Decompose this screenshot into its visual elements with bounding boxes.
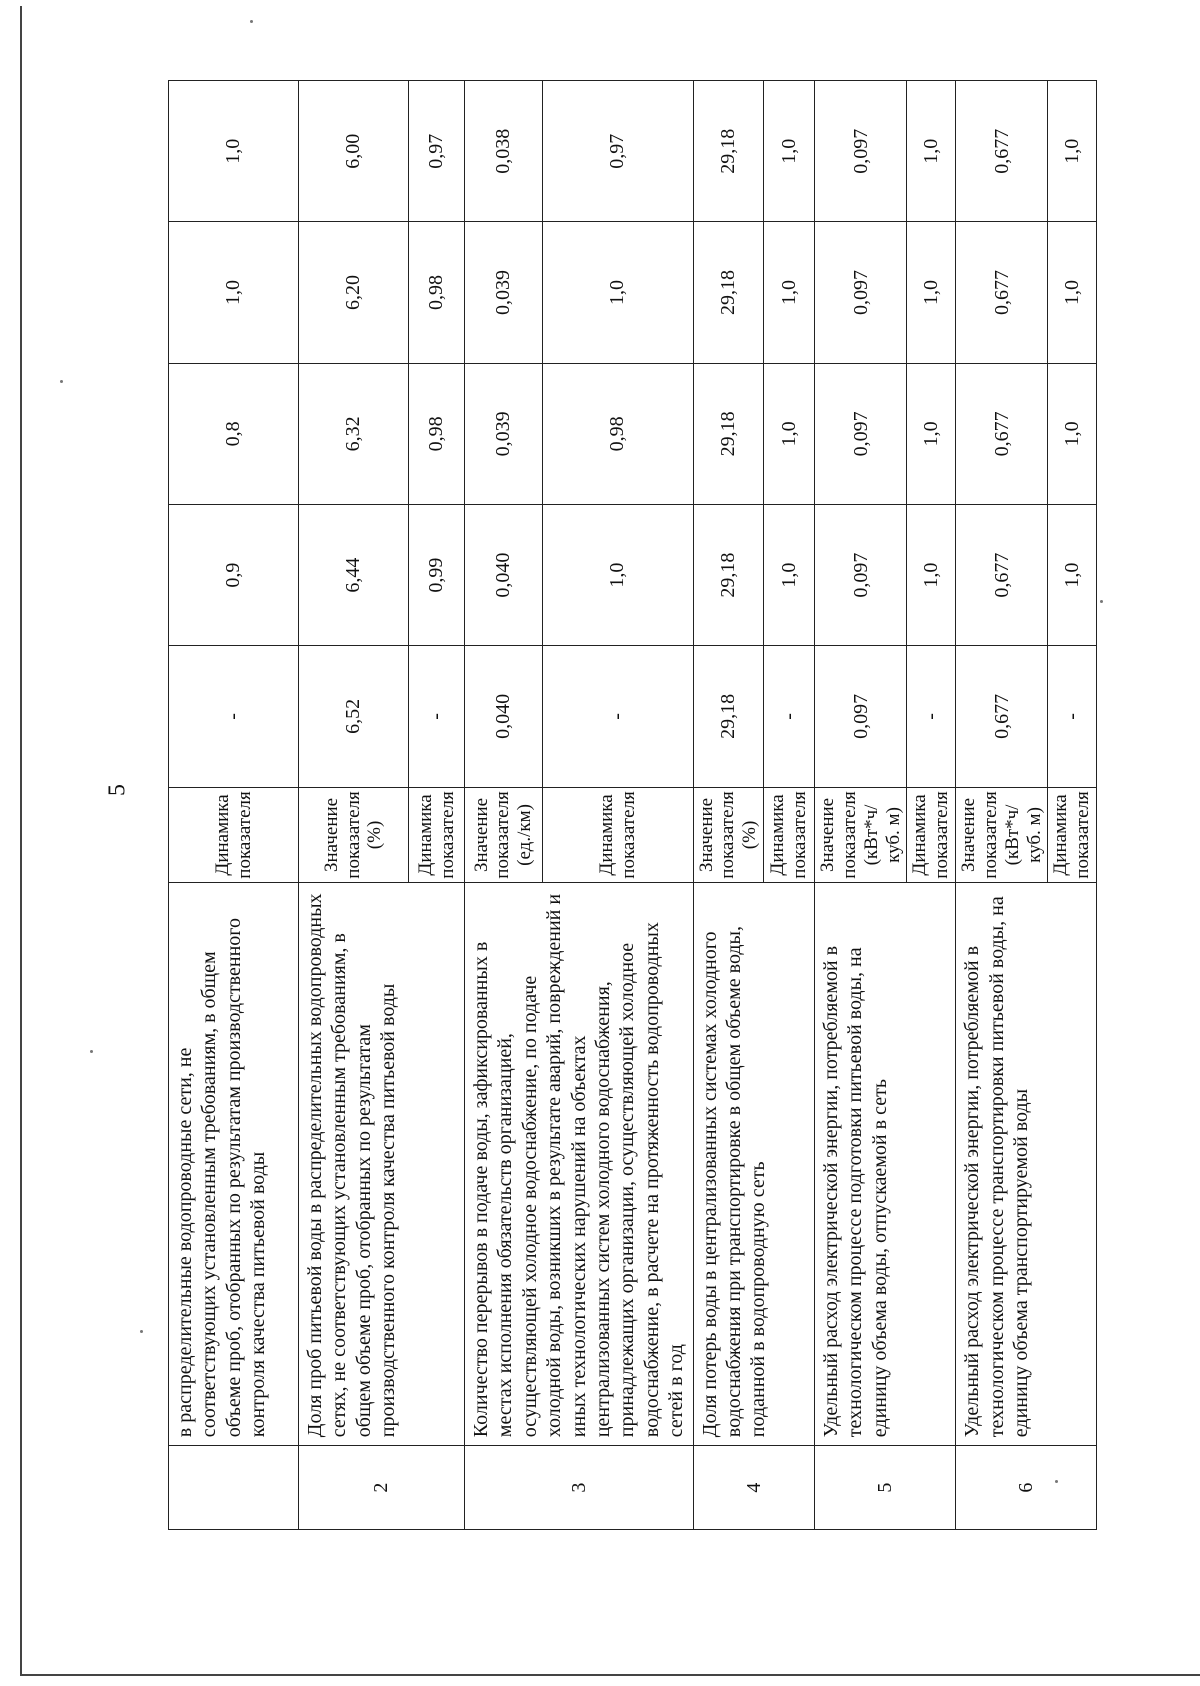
indicator-value: 1,0 xyxy=(907,222,956,363)
indicator-value: 1,0 xyxy=(1048,363,1097,504)
indicator-kind: Значение показателя (кВт*ч/куб. м) xyxy=(956,787,1048,883)
indicator-value: 29,18 xyxy=(693,646,764,787)
indicator-value: 0,97 xyxy=(542,81,693,222)
indicator-kind: Динамика показателя xyxy=(1048,787,1097,883)
indicator-value: 0,97 xyxy=(409,81,465,222)
indicator-value: 1,0 xyxy=(764,504,815,645)
row-number: 5 xyxy=(815,1446,956,1530)
table-row xyxy=(465,81,543,1530)
indicator-description: Удельный расход электрической энергии, потребляемой в технологическом процессе подготовки питьевой воды, на единицу объема воды, отпускаемой в сеть xyxy=(815,883,956,1446)
indicator-kind: Динамика показателя xyxy=(409,787,465,883)
indicator-description: Доля проб питьевой воды в распределительных водопроводных сетях, не соответствующих установленным требованиям, в общем объеме проб, отобранных по результатам производственного контроля качества питьевой воды xyxy=(299,883,465,1446)
indicator-description: Удельный расход электрической энергии, потребляемой в технологическом процессе транспортировки питьевой воды, на единицу объема транспортируемой воды xyxy=(956,883,1097,1446)
indicator-value: 29,18 xyxy=(693,81,764,222)
indicator-value: 0,98 xyxy=(542,363,693,504)
scan-speck xyxy=(140,1330,143,1333)
table-row xyxy=(815,81,907,1530)
indicator-value: 0,040 xyxy=(465,646,543,787)
page-number: 5 xyxy=(104,784,131,796)
indicator-value: - xyxy=(1048,646,1097,787)
indicator-value: 29,18 xyxy=(693,222,764,363)
indicator-value: 1,0 xyxy=(542,222,693,363)
row-number: 6 xyxy=(956,1446,1097,1530)
indicator-value: 0,677 xyxy=(956,81,1048,222)
indicator-value: 0,8 xyxy=(169,363,299,504)
indicator-description: в распределительные водопроводные сети, не соответствующих установленным требованиям, в общем объеме проб, отобранных по результатам производственного контроля качества питьевой воды xyxy=(169,883,299,1446)
indicator-kind: Динамика показателя xyxy=(907,787,956,883)
indicator-kind: Значение показателя (кВт*ч/куб. м) xyxy=(815,787,907,883)
indicator-value: 0,9 xyxy=(169,504,299,645)
indicator-value: 6,32 xyxy=(299,363,409,504)
indicator-value: 1,0 xyxy=(907,363,956,504)
row-number: 4 xyxy=(693,1446,815,1530)
indicator-value: 1,0 xyxy=(1048,81,1097,222)
table-row xyxy=(169,81,299,1530)
indicator-value: - xyxy=(169,646,299,787)
indicator-value: 1,0 xyxy=(764,222,815,363)
indicator-value: 1,0 xyxy=(907,504,956,645)
indicator-value: 0,039 xyxy=(465,222,543,363)
indicator-value: 0,097 xyxy=(815,504,907,645)
indicator-value: 6,52 xyxy=(299,646,409,787)
indicators-table xyxy=(168,80,1097,1530)
indicator-value: 0,677 xyxy=(956,646,1048,787)
indicator-value: 0,677 xyxy=(956,504,1048,645)
indicator-kind: Значение показателя (%) xyxy=(299,787,409,883)
indicator-value: 0,98 xyxy=(409,222,465,363)
indicator-value: 6,20 xyxy=(299,222,409,363)
scan-speck xyxy=(60,380,63,383)
indicator-value: 0,038 xyxy=(465,81,543,222)
indicator-value: 6,44 xyxy=(299,504,409,645)
indicator-value: 1,0 xyxy=(169,222,299,363)
row-number: 2 xyxy=(299,1446,465,1530)
indicator-value: 0,097 xyxy=(815,222,907,363)
indicator-value: 1,0 xyxy=(764,363,815,504)
scan-speck xyxy=(90,1050,93,1053)
indicator-kind: Динамика показателя xyxy=(542,787,693,883)
indicator-kind: Значение показателя (%) xyxy=(693,787,764,883)
scan-speck xyxy=(1100,600,1103,603)
indicator-kind: Динамика показателя xyxy=(764,787,815,883)
indicator-kind: Значение показателя (ед./км) xyxy=(465,787,543,883)
indicator-value: 1,0 xyxy=(1048,504,1097,645)
indicator-value: - xyxy=(907,646,956,787)
indicator-value: 29,18 xyxy=(693,504,764,645)
row-number xyxy=(169,1446,299,1530)
indicator-value: 0,097 xyxy=(815,363,907,504)
indicator-value: - xyxy=(542,646,693,787)
row-number: 3 xyxy=(465,1446,694,1530)
indicator-value: 0,98 xyxy=(409,363,465,504)
indicator-value: 0,040 xyxy=(465,504,543,645)
table-row xyxy=(299,81,409,1530)
indicator-value: - xyxy=(409,646,465,787)
indicator-kind: Динамика показателя xyxy=(169,787,299,883)
indicator-description: Доля потерь воды в централизованных системах холодного водоснабжения при транспортировке в общем объеме воды, поданной в водопроводную сеть xyxy=(693,883,815,1446)
indicator-description: Количество перерывов в подаче воды, зафиксированных в местах исполнения обязательств организацией, осуществляющей холодное водоснабжение, по подаче холодной воды, возникших в результате аварий, повреждений и иных технологических нарушений на объектах централизованных систем холодного водоснабжения, принадлежащих организации, осуществляющей холодное водоснабжение, в расчете на протяженность водопроводных сетей в год xyxy=(465,883,694,1446)
indicator-value: 1,0 xyxy=(542,504,693,645)
table-row xyxy=(956,81,1048,1530)
indicator-value: 0,039 xyxy=(465,363,543,504)
indicator-value: 29,18 xyxy=(693,363,764,504)
indicator-value: 1,0 xyxy=(169,81,299,222)
rotated-table-wrapper xyxy=(168,80,1094,1530)
indicator-value: 0,677 xyxy=(956,363,1048,504)
indicator-value: 1,0 xyxy=(1048,222,1097,363)
table-body xyxy=(169,81,1097,1530)
indicator-value: - xyxy=(764,646,815,787)
indicator-value: 1,0 xyxy=(764,81,815,222)
indicator-value: 0,99 xyxy=(409,504,465,645)
table-row xyxy=(693,81,764,1530)
indicator-value: 6,00 xyxy=(299,81,409,222)
indicator-value: 0,097 xyxy=(815,646,907,787)
scan-speck xyxy=(250,20,253,23)
indicator-value: 0,097 xyxy=(815,81,907,222)
indicator-value: 0,677 xyxy=(956,222,1048,363)
indicator-value: 1,0 xyxy=(907,81,956,222)
